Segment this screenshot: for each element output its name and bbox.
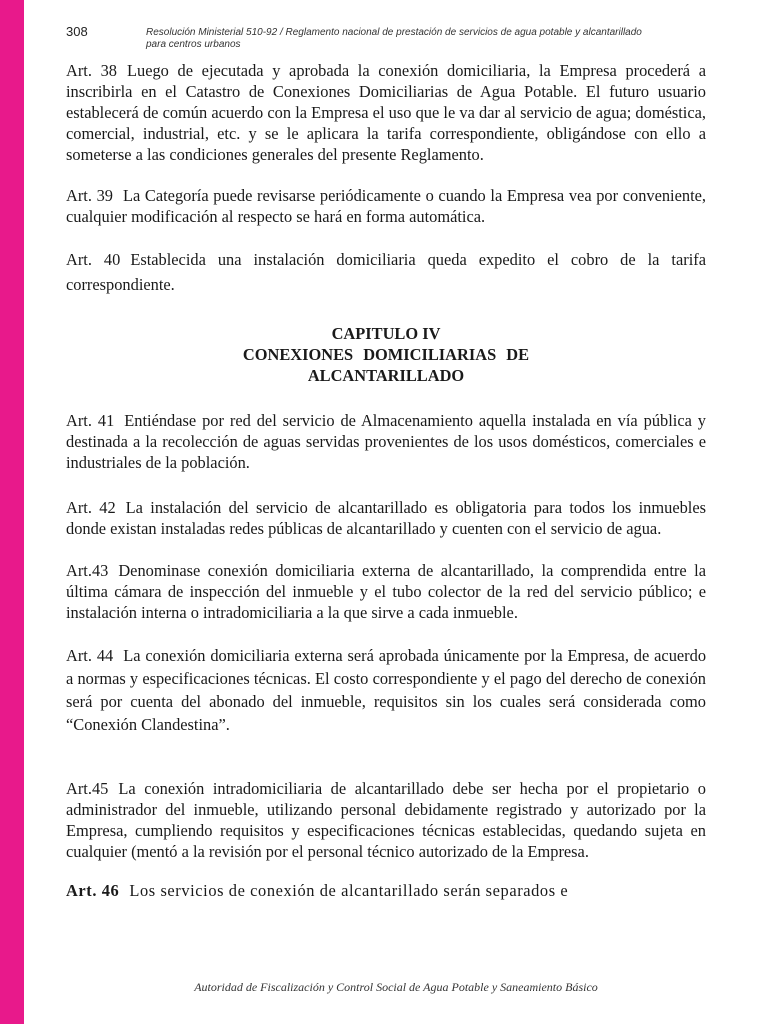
- chapter-number: CAPITULO IV: [331, 324, 441, 343]
- article-text: La conexión domiciliaria externa será aprobada únicamente por la Empresa, de acuerdo a normas y especificaciones técnicas. El costo correspondiente y el pago del derecho de conexión será por cuenta del abonado del inmueble, requisitos sin los cuales será considerada como “Conexión Clandestina”.: [66, 646, 707, 734]
- article-38: [66, 60, 706, 165]
- running-header: [146, 27, 716, 51]
- article-number: Art. 39: [66, 186, 113, 205]
- document-body: [66, 60, 706, 901]
- article-44: [66, 644, 706, 736]
- running-header-line-2: para centros urbanos: [146, 39, 241, 50]
- article-46: [66, 880, 706, 901]
- article-text: Establecida una instalación domiciliaria queda expedito el cobro de la tarifa correspondiente.: [66, 250, 706, 294]
- article-number: Art. 44: [66, 646, 114, 665]
- pink-margin-bar: [0, 0, 24, 1024]
- article-number: Art. 40: [66, 250, 121, 269]
- article-text: Los servicios de conexión de alcantarillado serán separados e: [129, 881, 569, 900]
- article-41: [66, 410, 706, 473]
- article-number: Art. 41: [66, 411, 115, 430]
- chapter-heading: [66, 323, 706, 386]
- chapter-title-line-1: CONEXIONES DOMICILIARIAS DE: [242, 345, 530, 364]
- chapter-title-line-2: ALCANTARILLADO: [307, 366, 465, 385]
- article-number: Art. 46: [66, 881, 120, 900]
- article-text: La instalación del servicio de alcantarillado es obligatoria para todos los inmuebles donde existan instaladas redes públicas de alcantarillado y cuenten con el servicio de agua.: [66, 498, 706, 538]
- article-39: [66, 185, 706, 227]
- page-footer: Autoridad de Fiscalización y Control Social de Agua Potable y Saneamiento Básico: [194, 980, 598, 994]
- article-number: Art. 38: [66, 61, 117, 80]
- article-42: [66, 497, 706, 539]
- article-number: Art.43: [66, 561, 109, 580]
- article-text: Denominase conexión domiciliaria externa de alcantarillado, la comprendida entre la última cámara de inspección del inmueble y el tubo colector de la red del servicio público; e instalación interna o intradomiciliaria a la que sirve a cada inmueble.: [66, 561, 706, 622]
- page-number: 308: [66, 24, 88, 39]
- article-text: La conexión intradomiciliaria de alcantarillado debe ser hecha por el propietario o administrador del inmueble, utilizando personal debidamente registrado y autorizado por la Empresa, cumpliendo requisitos y especificaciones técnicas establecidas, quedando sujeta en cualquier (mentó a la revisión por el personal técnico autorizado de la Empresa.: [66, 779, 706, 861]
- article-number: Art.45: [66, 779, 109, 798]
- article-40: [66, 247, 706, 297]
- article-text: Luego de ejecutada y aprobada la conexión domiciliaria, la Empresa procederá a inscribirla en el Catastro de Conexiones Domiciliarias de Agua Potable. El futuro usuario establecerá de común acuerdo con la Empresa el uso que le va dar al servicio de agua; doméstica, comercial, industrial, etc. y se le aplicara la tarifa correspondiente, obligándose con ello a someterse a las condiciones generales del presente Reglamento.: [66, 61, 706, 164]
- article-43: [66, 560, 706, 623]
- running-header-line-1: Resolución Ministerial 510-92 / Reglamento nacional de prestación de servicios de agua potable y alcantarillado: [146, 27, 642, 38]
- article-text: Entiéndase por red del servicio de Almacenamiento aquella instalada en vía pública y destinada a la recolección de aguas servidas provenientes de los usos domésticos, comerciales e industriales de la población.: [66, 411, 706, 472]
- article-text: La Categoría puede revisarse periódicamente o cuando la Empresa vea por conveniente, cualquier modificación al respecto se hará en forma automática.: [66, 186, 707, 226]
- article-number: Art. 42: [66, 498, 116, 517]
- article-45: [66, 778, 706, 862]
